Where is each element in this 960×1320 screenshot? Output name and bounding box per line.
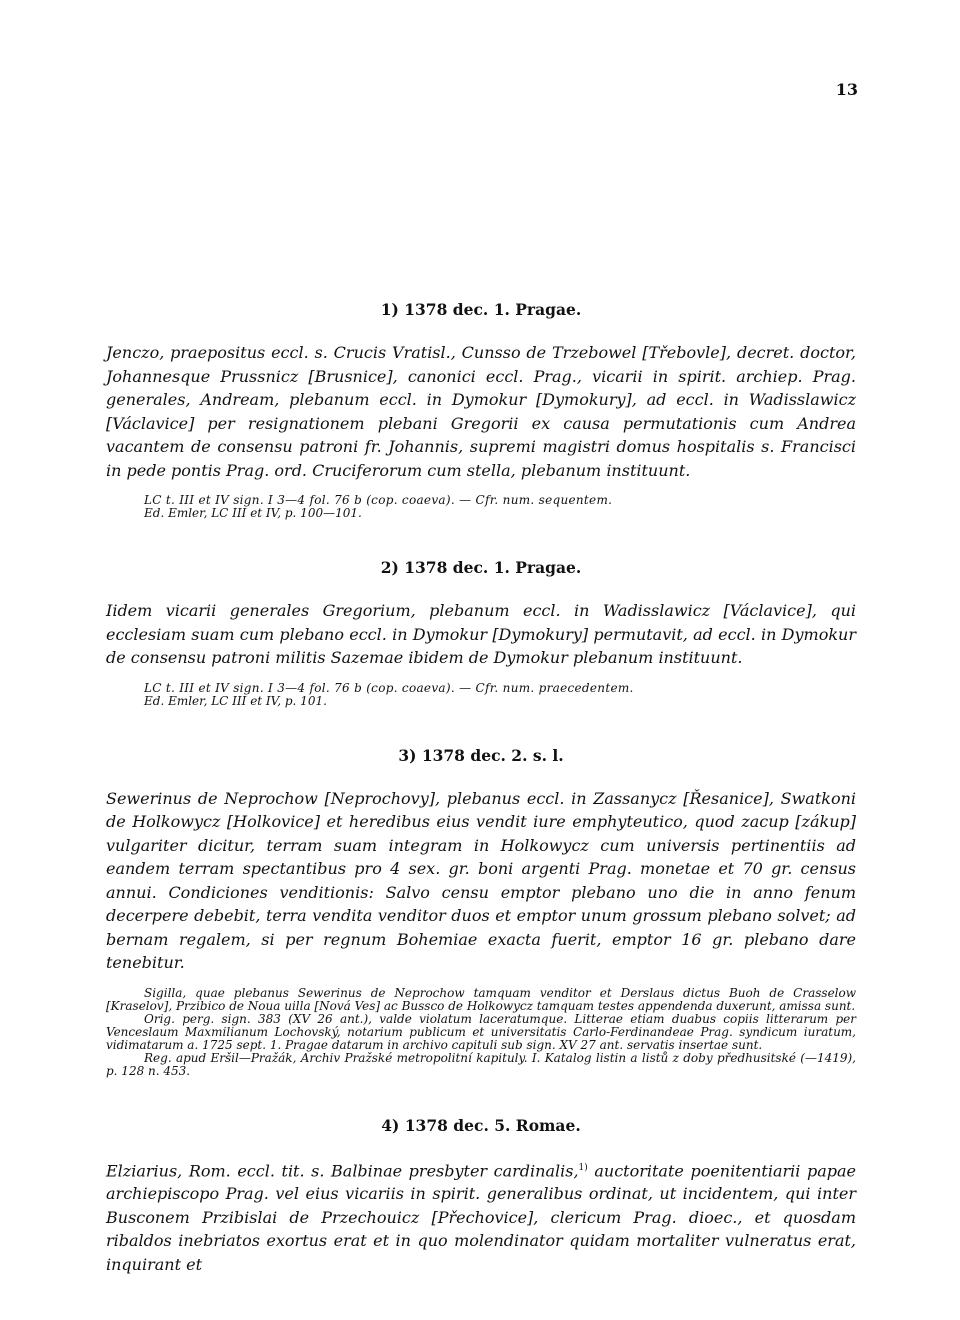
entry-original-note: Orig. perg. sign. 383 (XV 26 ant.), valde violatum laceratumque. Litterae etiam duabus copiis litterarum per Venceslaum Maxmilianum Lochovský, notarium publicum et universitatis Carlo-Ferdinandeae Prag. syndicum iuratum, vidimatarum a. 1725 sept. 1. Pragae datarum in archivo capituli sub sign. XV 27 ant. servatis insertae sunt. <box>106 1011 856 1052</box>
entry-regest-note: Reg. apud Eršil—Pražák, Archiv Pražské metropolitní kapituly. I. Katalog listin a listů z doby předhusitské (—1419), p. 128 n. 453. <box>106 1050 856 1078</box>
entry-1 <box>106 300 856 520</box>
entry-4 <box>106 1116 856 1277</box>
entry-text: Sewerinus de Neprochow [Neprochovy], plebanus eccl. in Zassanycz [Řesanice], Swatkoni de Holkowycz [Holkovice] et heredibus eius vendit iure emphyteutico, quod zacup [zákup] vulgariter dicitur, terram suam integram in Holkowycz cum universis pertinentiis ad eandem terram spectantibus pro 4 sex. gr. boni argenti Prag. monetae et 70 gr. census annui. Condiciones venditionis: Salvo censu emptor plebano uno die in anno fenum decerpere debebit, terra vendita venditor duos et emptor unum grossum plebano solvet; ad bernam regalem, si per regnum Bohemiae exacta fuerit, emptor 16 gr. plebano dare tenebitur. <box>106 788 856 972</box>
entry-edition: Ed. Emler, LC III et IV, p. 100—101. <box>144 506 362 520</box>
entry-heading: 2) 1378 dec. 1. Pragae. <box>380 558 582 577</box>
entry-text: Iidem vicarii generales Gregorium, plebanum eccl. in Wadisslawicz [Václavice], qui ecclesiam suam cum plebano eccl. in Dymokur [Dymokury] permutavit, ad eccl. in Dymokur de consensu patroni militis Sazemae ibidem de Dymokur plebanum instituunt. <box>106 601 856 667</box>
entry-heading: 1) 1378 dec. 1. Pragae. <box>380 300 582 319</box>
entry-3 <box>106 746 856 1078</box>
entry-text <box>106 1157 856 1277</box>
page-number: 13 <box>835 80 858 99</box>
entry-heading: 4) 1378 dec. 5. Romae. <box>381 1115 581 1135</box>
entry-2 <box>106 558 856 708</box>
entry-text-rest: auctoritate poenitentiarii papae archiepiscopo Prag. vel eius vicariis in spirit. generalibus ordinat, ut incidentem, qui inter Busconem Przibislai de Przechouicz [Přechovice], clericum Prag. dioec., et quosdam ribaldos inebriatos exortus erat et in quo molendinator quidam mortaliter vulneratus erat, inquirant et <box>106 1160 856 1274</box>
document-body <box>106 300 856 1314</box>
entry-sigilla-note: Sigilla, quae plebanus Sewerinus de Neprochow tamquam venditor et Derslaus dictus Buoh de Crasselow [Kraselov], Przibico de Noua uilla [Nová Ves] ac Bussco de Holkowycz tamquam testes appendenda duxerunt, amissa sunt. <box>106 985 856 1013</box>
entry-edition: Ed. Emler, LC III et IV, p. 101. <box>144 693 327 708</box>
entry-source: LC t. III et IV sign. I 3—4 fol. 76 b (cop. coaeva). — Cfr. num. praecedentem. <box>144 680 634 695</box>
entry-text-start: Elziarius, Rom. eccl. tit. s. Balbinae presbyter cardinalis, <box>106 1160 579 1180</box>
entry-heading: 3) 1378 dec. 2. s. l. <box>398 745 564 765</box>
entry-text: Jenczo, praepositus eccl. s. Crucis Vratisl., Cunsso de Trzebowel [Třebovle], decret. doctor, Johannesque Prussnicz [Brusnice], canonici eccl. Prag., vicarii in spirit. archiep. Prag. generales, Andream, plebanum eccl. in Dymokur [Dymokury], ad eccl. in Wadisslawicz [Václavice] per resignationem plebani Gregorii ex causa permutationis cum Andrea vacantem de consensu patroni fr. Johannis, supremi magistri domus hospitalis s. Francisci in pede pontis Prag. ord. Cruciferorum cum stella, plebanum instituunt. <box>106 343 856 480</box>
footnote-marker: 1) <box>578 1162 588 1173</box>
entry-source: LC t. III et IV sign. I 3—4 fol. 76 b (cop. coaeva). — Cfr. num. sequentem. <box>144 493 613 507</box>
